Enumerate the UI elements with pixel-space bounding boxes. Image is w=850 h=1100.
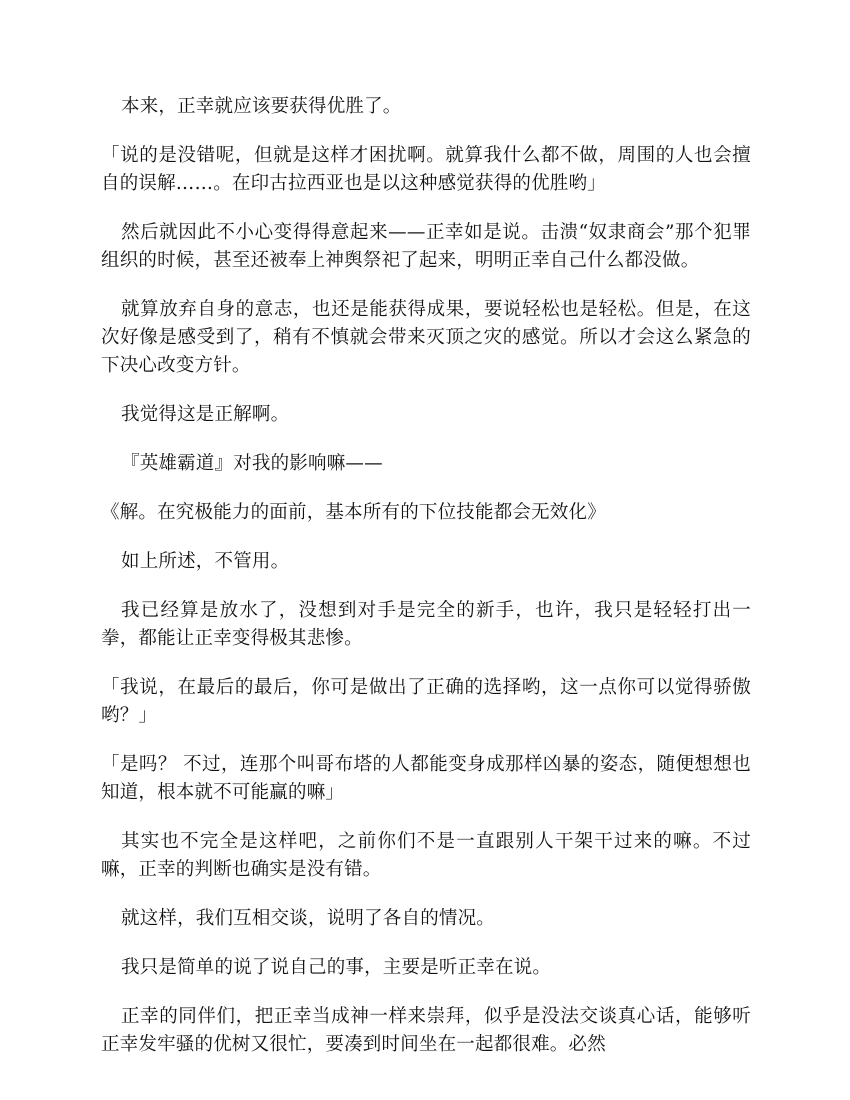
paragraph-2: 「说的是没错呢，但就是这样才困扰啊。就算我什么都不做，周围的人也会擅自的误解……。在印古拉西亚也是以这种感觉获得的优胜哟」 (101, 145, 751, 194)
paragraph-4: 就算放弃自身的意志，也还是能获得成果，要说轻松也是轻松。但是，在这次好像是感受到了，稍有不慎就会带来灭顶之灾的感觉。所以才会这么紧急的下决心改变方针。 (101, 299, 751, 376)
paragraph-12: 其实也不完全是这样吧，之前你们不是一直跟别人干架干过来的嘛。不过嘛，正幸的判断也确实是没有错。 (101, 831, 751, 880)
paragraph-13: 就这样，我们互相交谈，说明了各自的情况。 (121, 908, 496, 929)
paragraph-10: 「我说，在最后的最后，你可是做出了正确的选择哟，这一点你可以觉得骄傲哟？」 (101, 677, 751, 726)
paragraph-11: 「是吗？ 不过，连那个叫哥布塔的人都能变身成那样凶暴的姿态，随便想想也知道，根本就不可能赢的嘛」 (101, 754, 751, 803)
paragraph-6: 『英雄霸道』对我的影响嘛—— (121, 453, 383, 474)
paragraph-7: 《解。在究极能力的面前，基本所有的下位技能都会无效化》 (101, 502, 606, 523)
paragraph-1: 本来，正幸就应该要获得优胜了。 (121, 96, 402, 117)
paragraph-15: 正幸的同伴们，把正幸当成神一样来崇拜，似乎是没法交谈真心话，能够听正幸发牢骚的优树又很忙，要凑到时间坐在一起都很难。必然 (101, 1006, 751, 1055)
paragraph-5: 我觉得这是正解啊。 (121, 404, 290, 425)
paragraph-3: 然后就因此不小心变得得意起来——正幸如是说。击溃“奴隶商会”那个犯罪组织的时候，甚至还被奉上神舆祭祀了起来，明明正幸自己什么都没做。 (101, 222, 751, 271)
paragraph-9: 我已经算是放水了，没想到对手是完全的新手，也许，我只是轻轻打出一拳，都能让正幸变得极其悲惨。 (101, 600, 751, 649)
paragraph-8: 如上所述，不管用。 (121, 551, 290, 572)
paragraph-14: 我只是简单的说了说自己的事，主要是听正幸在说。 (121, 957, 552, 978)
text-body (101, 93, 751, 1080)
